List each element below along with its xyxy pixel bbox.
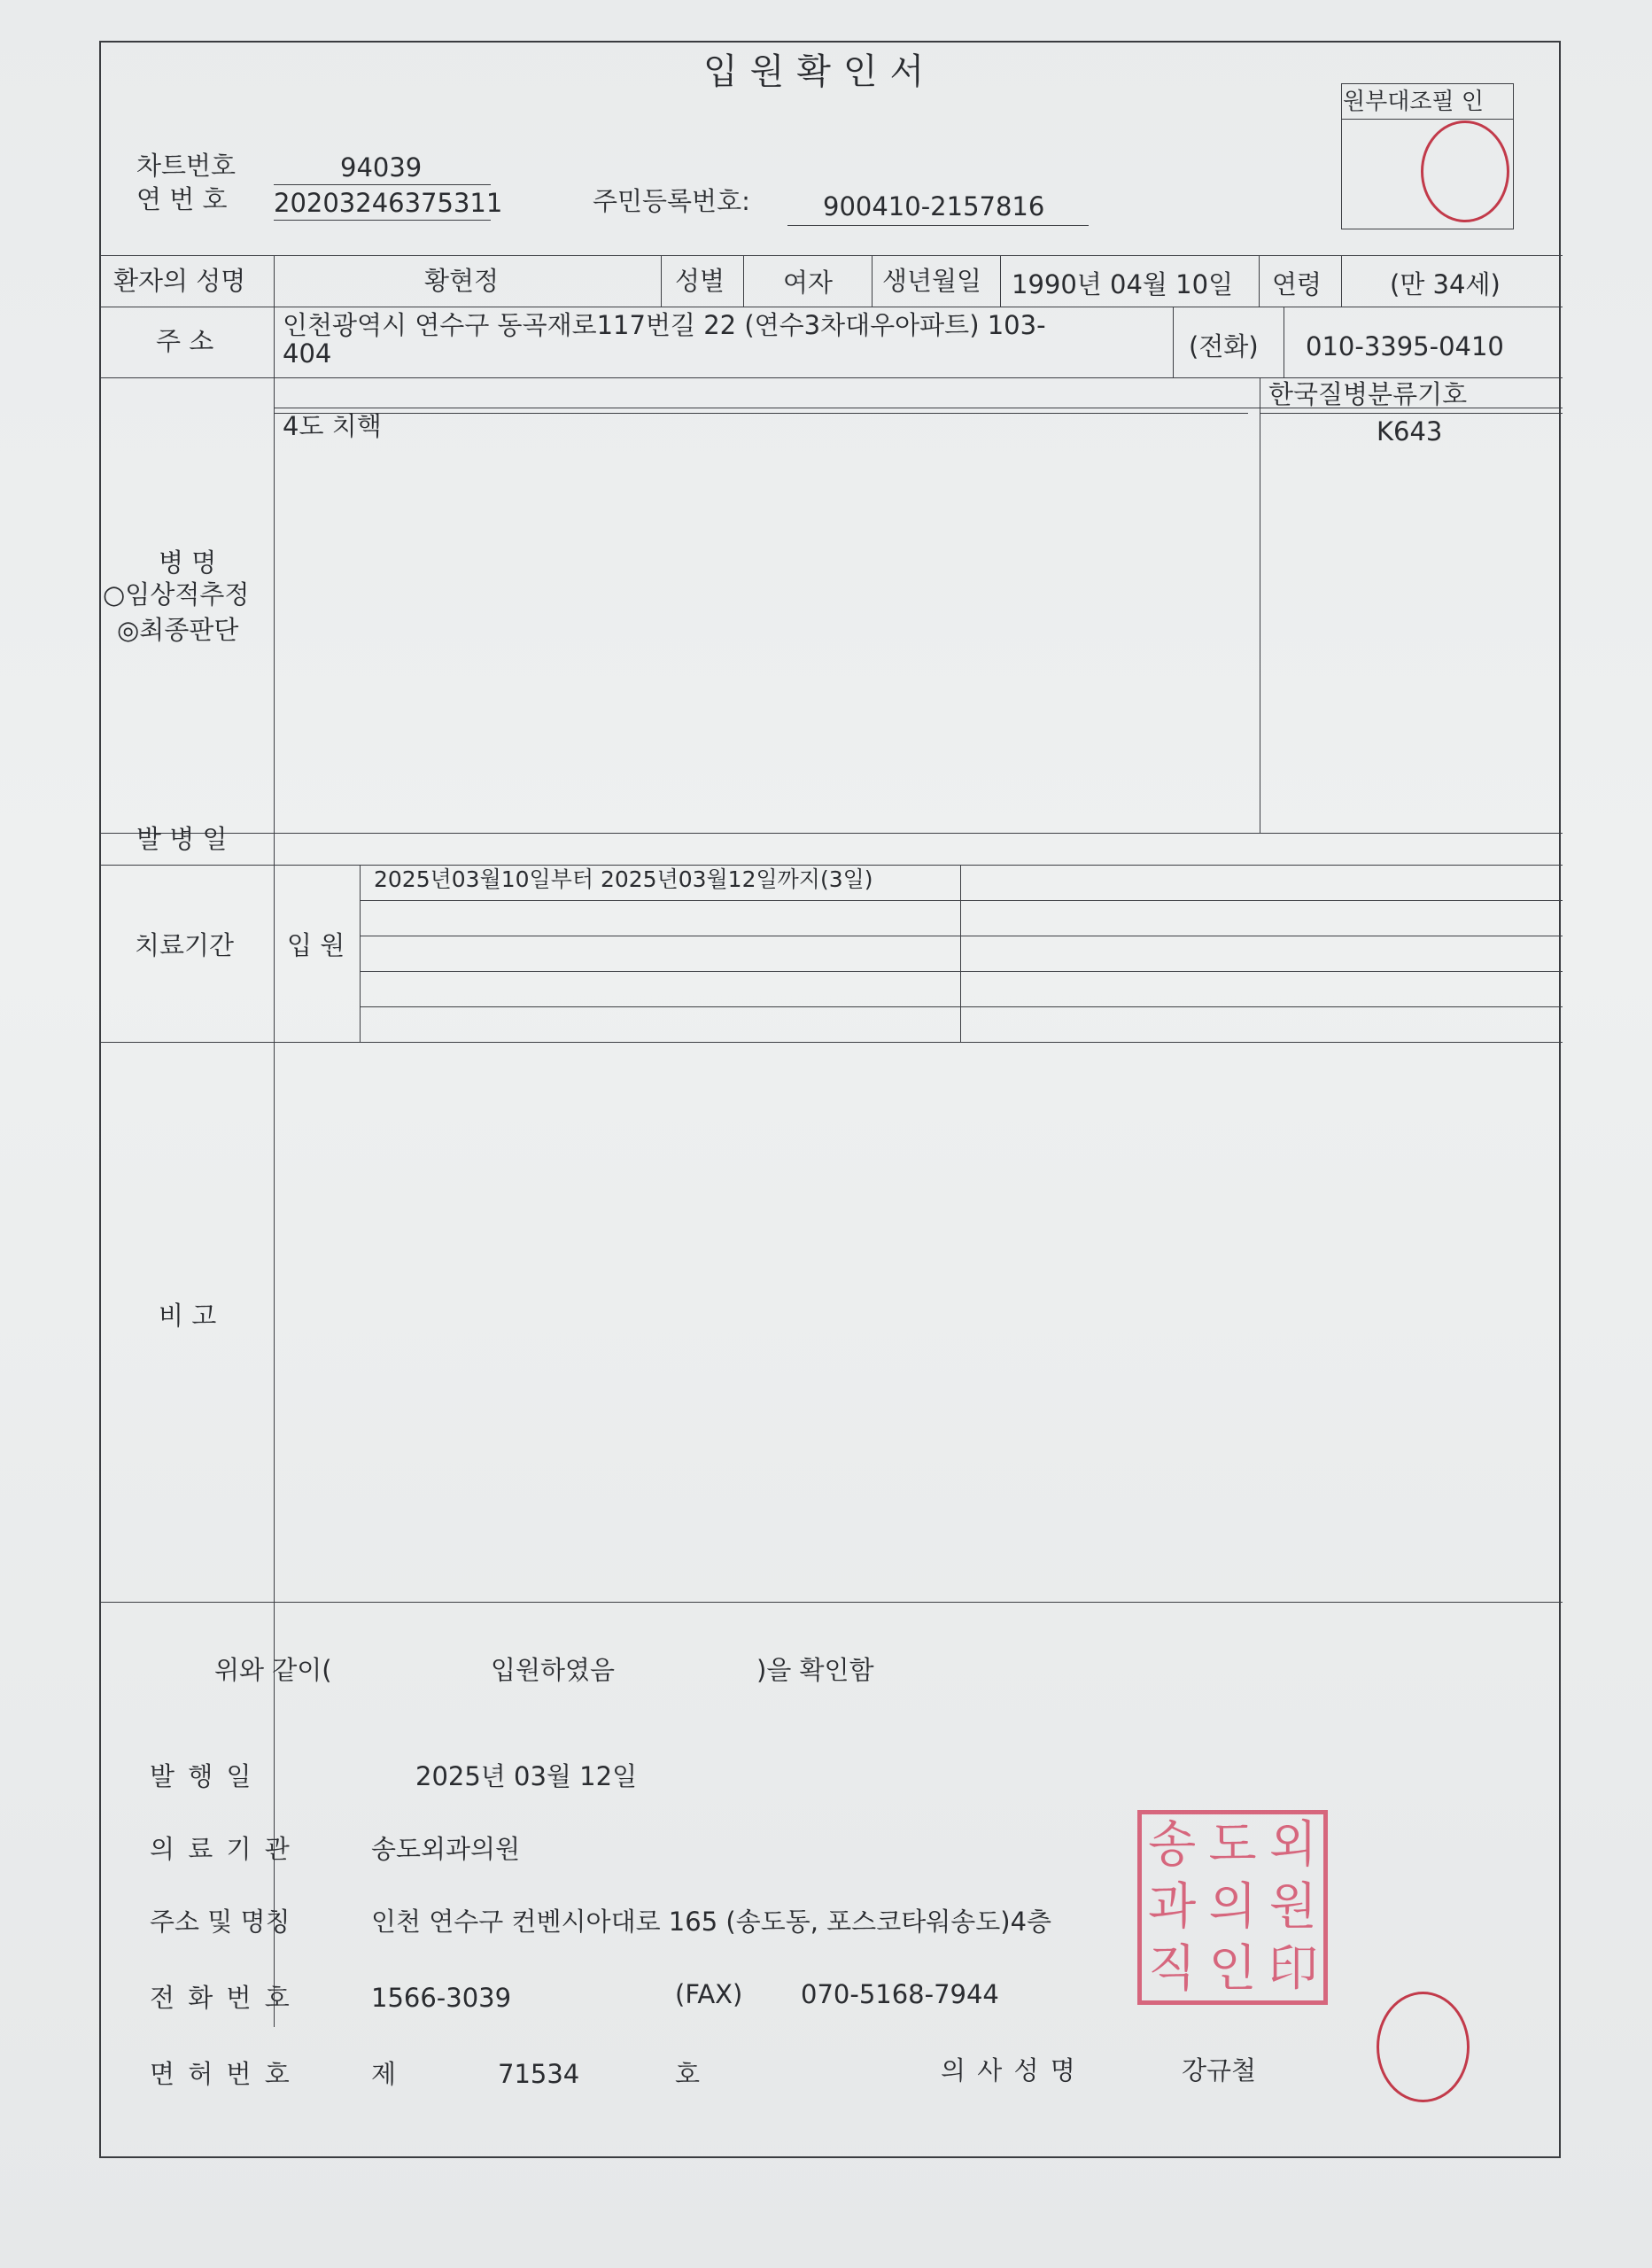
confirm-middle: 입원하였음 xyxy=(491,1655,616,1685)
dob-label: 생년월일 xyxy=(882,266,982,296)
phone-value: 010-3395-0410 xyxy=(1306,331,1504,361)
patient-name-label: 환자의 성명 xyxy=(113,266,246,296)
fax-value: 070-5168-7944 xyxy=(801,1979,999,2009)
verification-stamp-label: 원부대조필 인 xyxy=(1343,89,1484,115)
remarks-label: 비 고 xyxy=(159,1301,217,1331)
institution-address-label: 주소 및 명칭 xyxy=(150,1907,291,1937)
telephone-label: 전 화 번 호 xyxy=(150,1983,292,2013)
onset-label: 발 병 일 xyxy=(136,824,228,854)
treatment-period-value: 2025년03월10일부터 2025년03월12일까지(3일) xyxy=(374,866,873,892)
doctor-name-label: 의 사 성 명 xyxy=(941,2055,1077,2085)
diagnosis-name: 4도 치핵 xyxy=(283,411,382,441)
diagnosis-option-clinical: ○임상적추정 xyxy=(103,579,250,610)
issue-date-value: 2025년 03월 12일 xyxy=(415,1761,638,1791)
address-line1: 인천광역시 연수구 동곡재로117번길 22 (연수3차대우아파트) 103- xyxy=(283,310,1046,340)
license-suffix: 호 xyxy=(675,2059,701,2089)
chart-number-value: 94039 xyxy=(340,152,423,183)
phone-label: (전화) xyxy=(1189,331,1259,361)
disease-code-value: K643 xyxy=(1377,416,1443,447)
patient-name: 황현정 xyxy=(424,266,500,296)
sex-label: 성별 xyxy=(675,266,725,296)
treatment-period-label: 치료기간 xyxy=(135,930,235,960)
institution-value: 송도외과의원 xyxy=(371,1834,521,1864)
sex-value: 여자 xyxy=(783,268,834,298)
doctor-seal xyxy=(1377,1992,1470,2102)
admission-certificate-form xyxy=(99,41,1561,2158)
issue-date-label: 발 행 일 xyxy=(150,1761,254,1791)
rrn-label: 주민등록번호: xyxy=(593,186,750,216)
license-value: 71534 xyxy=(498,2059,580,2089)
confirm-prefix: 위와 같이( xyxy=(214,1655,332,1685)
verification-seal xyxy=(1421,120,1509,222)
serial-number-label: 연 번 호 xyxy=(136,184,228,214)
telephone-value: 1566-3039 xyxy=(371,1983,512,2013)
confirm-suffix: )을 확인함 xyxy=(756,1655,874,1685)
diagnosis-label: 병 명 xyxy=(159,548,217,578)
license-prefix: 제 xyxy=(371,2059,397,2089)
license-label: 면 허 번 호 xyxy=(150,2059,292,2089)
chart-number-label: 차트번호 xyxy=(136,151,237,181)
document-title: 입원확인서 xyxy=(703,51,937,92)
doctor-name-value: 강규철 xyxy=(1182,2055,1257,2085)
disease-code-label: 한국질병분류기호 xyxy=(1268,379,1468,409)
treatment-type-label: 입 원 xyxy=(287,930,345,960)
institution-seal: 송 도 외 과 의 원 직 인 印 xyxy=(1137,1810,1328,2005)
institution-address-value: 인천 연수구 컨벤시아대로 165 (송도동, 포스코타워송도)4층 xyxy=(371,1907,1052,1937)
diagnosis-option-final: ◎최종판단 xyxy=(117,615,239,645)
institution-label: 의 료 기 관 xyxy=(150,1834,292,1864)
serial-number-value: 20203246375311 xyxy=(274,188,503,218)
address-label: 주 소 xyxy=(156,326,214,356)
age-value: (만 34세) xyxy=(1390,269,1501,299)
address-line2: 404 xyxy=(283,338,332,369)
dob-value: 1990년 04월 10일 xyxy=(1012,269,1234,299)
rrn-value: 900410-2157816 xyxy=(823,191,1045,221)
age-label: 연령 xyxy=(1272,269,1322,299)
fax-label: (FAX) xyxy=(675,1979,743,2009)
